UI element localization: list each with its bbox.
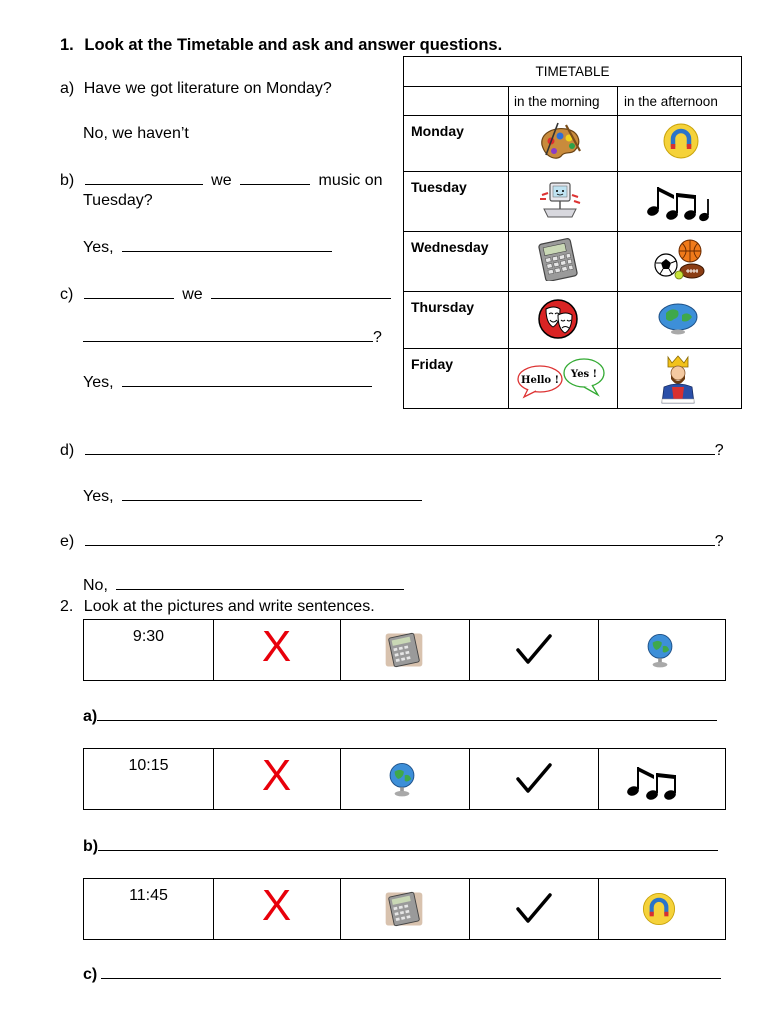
cross-mark: X: [261, 622, 292, 671]
blank-line[interactable]: [122, 372, 372, 387]
blank-line[interactable]: [84, 284, 174, 299]
picture-row-b: [83, 748, 726, 810]
item-label: a): [83, 708, 98, 725]
sentence-line-b: [83, 836, 718, 856]
exercise-1-heading: [60, 36, 502, 55]
answer-b: [83, 237, 332, 257]
day-tuesday: Tuesday: [411, 179, 467, 195]
globe-icon: [654, 295, 702, 339]
cross-mark: X: [261, 751, 292, 800]
question-mark: ?: [373, 329, 382, 346]
answer-d: [83, 486, 422, 506]
drama-masks-icon: [536, 297, 584, 341]
blank-line[interactable]: [240, 170, 310, 185]
time-label: 11:45: [129, 887, 168, 904]
day-thursday: Thursday: [411, 299, 475, 315]
question-e: [60, 531, 724, 551]
sentence-line-a: [83, 706, 717, 726]
timetable-title: TIMETABLE: [535, 64, 610, 79]
sports-balls-icon: [652, 237, 708, 281]
column-header-morning: in the morning: [514, 94, 600, 109]
magnet-icon: [637, 887, 681, 931]
day-monday: Monday: [411, 123, 464, 139]
exercise-title: Look at the Timetable and ask and answer questions.: [84, 36, 503, 54]
art-palette-icon: [536, 121, 584, 165]
time-label: 9:30: [132, 628, 165, 645]
question-word: we: [182, 286, 203, 303]
question-mark: ?: [714, 442, 724, 459]
blank-line[interactable]: [122, 237, 332, 252]
picture-row-c: [83, 878, 726, 940]
blank-line[interactable]: [98, 836, 718, 851]
exercise-title: Look at the pictures and write sentences.: [83, 598, 375, 615]
answer-prefix: No,: [83, 577, 108, 594]
exercise-number: 1.: [60, 36, 74, 54]
speech-bubbles-icon: [514, 353, 614, 401]
timetable: [403, 56, 742, 409]
check-mark-icon: [514, 759, 554, 799]
question-d: [60, 440, 724, 460]
answer-a: No, we haven’t: [83, 125, 189, 142]
column-header-afternoon: in the afternoon: [624, 94, 718, 109]
computer-icon: [536, 179, 584, 223]
cross-mark: X: [261, 881, 292, 930]
blank-line[interactable]: [211, 284, 391, 299]
question-mark: ?: [714, 533, 724, 550]
question-b: [60, 170, 383, 190]
question-c: [60, 284, 391, 304]
question-word: we: [211, 172, 232, 189]
item-label: d): [60, 442, 75, 459]
day-friday: Friday: [411, 356, 454, 372]
music-notes-icon: [644, 179, 714, 223]
question-a: [60, 80, 332, 98]
calculator-icon: [382, 887, 426, 931]
question-text: Have we got literature on Monday?: [83, 80, 332, 97]
exercise-number: 2.: [60, 598, 74, 615]
item-label: c): [83, 966, 98, 983]
item-label: b): [60, 172, 75, 189]
item-label: c): [60, 286, 74, 303]
picture-row-a: [83, 619, 726, 681]
sentence-line-c: [83, 964, 721, 984]
globe-icon: [638, 628, 682, 672]
magnet-icon: [657, 119, 705, 163]
blank-line[interactable]: [116, 575, 404, 590]
blank-line[interactable]: [85, 170, 203, 185]
bubble-hello-text: Hello !: [521, 375, 559, 386]
blank-line[interactable]: [122, 486, 422, 501]
question-b-continued: Tuesday?: [83, 192, 153, 209]
blank-line[interactable]: [85, 440, 715, 455]
check-mark-icon: [514, 889, 554, 929]
king-icon: [654, 353, 702, 405]
answer-prefix: Yes,: [83, 239, 114, 256]
calculator-icon: [536, 237, 584, 281]
blank-line[interactable]: [101, 964, 721, 979]
blank-line[interactable]: [97, 706, 717, 721]
answer-c: [83, 372, 372, 392]
blank-line[interactable]: [85, 531, 715, 546]
day-wednesday: Wednesday: [411, 239, 489, 255]
globe-icon: [380, 757, 424, 801]
check-mark-icon: [514, 630, 554, 670]
item-label: b): [83, 838, 99, 855]
bubble-yes-text: Yes !: [570, 369, 598, 380]
exercise-2-heading: [60, 598, 375, 616]
item-label: e): [60, 533, 75, 550]
music-notes-icon: [624, 759, 694, 803]
answer-prefix: Yes,: [83, 374, 114, 391]
answer-prefix: Yes,: [83, 488, 114, 505]
answer-e: [83, 575, 404, 595]
item-label: a): [60, 80, 75, 97]
question-c-continued: [83, 327, 382, 347]
blank-line[interactable]: [83, 327, 373, 342]
time-label: 10:15: [128, 757, 169, 774]
calculator-icon: [382, 628, 426, 672]
question-word: music on: [318, 172, 383, 189]
